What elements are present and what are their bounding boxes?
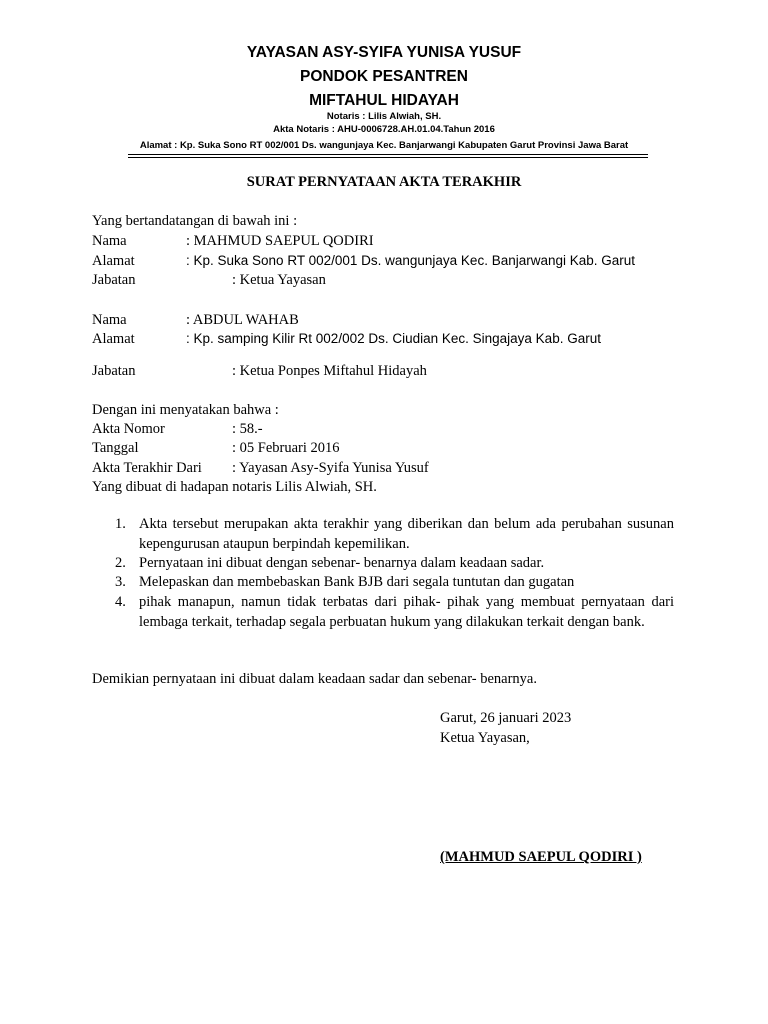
person1-name-label: Nama — [92, 233, 127, 249]
deed-number-label: Akta Nomor — [92, 421, 165, 437]
signer-title: Ketua Yayasan, — [440, 730, 530, 746]
school-type: PONDOK PESANTREN — [300, 68, 468, 85]
list-item-number: 3. — [115, 574, 126, 590]
person2-position-value: : Ketua Ponpes Miftahul Hidayah — [232, 363, 427, 379]
person2-address-label: Alamat — [92, 331, 135, 347]
list-item: Melepaskan dan membebaskan Bank BJB dari segala tuntutan dan gugatan — [139, 574, 575, 590]
person2-name-label: Nama — [92, 312, 127, 328]
person1-position-label: Jabatan — [92, 272, 136, 288]
made-before-text: Yang dibuat di hadapan notaris Lilis Alwiah, SH. — [92, 479, 377, 495]
person2-position-label: Jabatan — [92, 363, 136, 379]
letterhead-rule — [128, 154, 648, 155]
signer-name: (MAHMUD SAEPUL QODIRI ) — [440, 849, 642, 865]
deed-date-label: Tanggal — [92, 440, 139, 456]
person1-address-label: Alamat — [92, 253, 135, 269]
list-item: pihak manapun, namun tidak terbatas dari pihak- pihak yang membuat pernyataan dari lembaga terkait, terhadap segala perbuatan hukum yang dilakukan terkait dengan bank. — [139, 594, 674, 630]
intro-text: Yang bertandatangan di bawah ini : — [92, 213, 298, 229]
school-name: MIFTAHUL HIDAYAH — [309, 92, 459, 109]
place-date: Garut, 26 januari 2023 — [440, 710, 572, 726]
list-item-number: 2. — [115, 555, 126, 571]
document-title: SURAT PERNYATAAN AKTA TERAKHIR — [246, 174, 522, 190]
person2-address-value: : Kp. samping Kilir Rt 002/002 Ds. Ciudian Kec. Singajaya Kab. Garut — [186, 331, 601, 346]
notary-deed-line: Akta Notaris : AHU-0006728.AH.01.04.Tahun 2016 — [273, 124, 495, 135]
list-item: Pernyataan ini dibuat dengan sebenar- benarnya dalam keadaan sadar. — [139, 555, 545, 571]
notary-line: Notaris : Lilis Alwiah, SH. — [326, 111, 442, 122]
list-item-number: 1. — [115, 516, 126, 532]
person1-position-value: : Ketua Yayasan — [232, 272, 326, 288]
deed-date-value: : 05 Februari 2016 — [232, 440, 340, 456]
list-item-number: 4. — [115, 594, 126, 610]
statement-intro: Dengan ini menyatakan bahwa : — [92, 402, 279, 418]
list-item: Akta tersebut merupakan akta terakhir yang diberikan dan belum ada perubahan susunan kepengurusan ataupun berpindah kepemilikan. — [139, 516, 674, 552]
person1-name-value: : MAHMUD SAEPUL QODIRI — [186, 233, 374, 249]
deed-last-from-value: : Yayasan Asy-Syifa Yunisa Yusuf — [232, 460, 429, 476]
person2-name-value: : ABDUL WAHAB — [186, 312, 299, 328]
letterhead-rule-2 — [128, 157, 648, 158]
person1-address-value: : Kp. Suka Sono RT 002/001 Ds. wangunjaya Kec. Banjarwangi Kab. Garut — [186, 253, 636, 268]
deed-last-from-label: Akta Terakhir Dari — [92, 460, 202, 476]
letterhead-address: Alamat : Kp. Suka Sono RT 002/001 Ds. wangunjaya Kec. Banjarwangi Kabupaten Garut Provinsi Jawa Barat — [139, 140, 629, 151]
closing-text: Demikian pernyataan ini dibuat dalam keadaan sadar dan sebenar- benarnya. — [92, 671, 537, 687]
deed-number-value: : 58.- — [232, 421, 263, 437]
org-name: YAYASAN ASY-SYIFA YUNISA YUSUF — [246, 44, 522, 61]
